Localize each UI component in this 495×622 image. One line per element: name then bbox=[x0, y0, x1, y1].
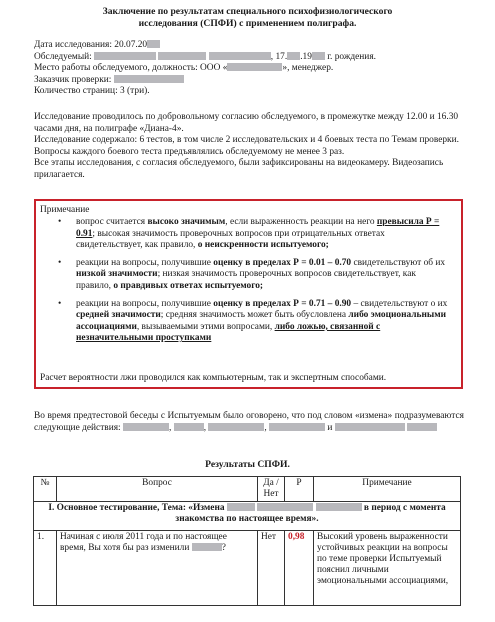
table-header-row bbox=[34, 477, 461, 502]
redaction-block bbox=[158, 52, 206, 60]
bullet-emphasis: оценку в пределах Р = 0.71 – 0.90 bbox=[213, 298, 352, 309]
bullet-emphasis: о неискренности испытуемого; bbox=[197, 240, 329, 251]
redaction-block bbox=[312, 52, 325, 60]
bullet-icon: • bbox=[58, 217, 62, 227]
bullet-text: – свидетельствуют о их bbox=[351, 298, 448, 309]
section-cell bbox=[34, 502, 461, 531]
table-row bbox=[34, 531, 461, 606]
note-bullet-low bbox=[58, 258, 450, 293]
bullet-emphasis: средней значимости bbox=[76, 310, 161, 321]
note-bullet-list bbox=[58, 217, 450, 351]
redaction-block bbox=[209, 52, 271, 60]
agreement-text: Во время предтестовой беседы с Испытуемым было оговорено, что под словом «измена» подразумеваются следующие действия: bbox=[34, 411, 464, 433]
field-date bbox=[34, 40, 376, 52]
field-subject bbox=[34, 52, 376, 64]
bullet-emphasis: низкой значимости bbox=[76, 269, 158, 280]
row-p-value: 0,98 bbox=[285, 531, 314, 606]
bullet-text: ; низкая значимость проверочных вопросов свидетельствует, как правило, bbox=[76, 269, 416, 291]
table-section-row bbox=[34, 502, 461, 531]
redaction-block bbox=[192, 543, 222, 551]
header-num: № bbox=[34, 477, 57, 502]
redaction-block bbox=[208, 423, 264, 431]
results-table bbox=[33, 476, 461, 606]
bullet-text: ; высокая значимость проверочных вопросов при отрицательных ответах свидетельствует, как правило, bbox=[76, 228, 385, 251]
section-suffix: в период с момента знакомства по настоящее время». bbox=[175, 503, 446, 524]
results-title: Результаты СПФИ. bbox=[205, 459, 290, 470]
bullet-text: ; средняя значимость может быть обусловлена bbox=[160, 310, 349, 321]
bullet-text: реакции на вопросы, получившие bbox=[76, 298, 214, 309]
title-line-1: Заключение по результатам специального психофизиологического bbox=[102, 6, 393, 17]
redaction-block bbox=[94, 52, 156, 60]
bullet-text: , вызываемыми этими вопросами, bbox=[136, 321, 275, 332]
question-text: Начиная с июля 2011 года и по настоящее время, Вы хотя бы раз изменили bbox=[60, 532, 227, 553]
date-text: Дата исследования: 20.07.20 bbox=[34, 40, 148, 50]
redaction-block bbox=[123, 423, 169, 431]
redaction-block bbox=[257, 503, 313, 511]
bullet-emphasis: оценку в пределах Р = 0.01 – 0.70 bbox=[213, 257, 352, 268]
redaction-block bbox=[227, 63, 282, 71]
header-p: Р bbox=[285, 477, 314, 502]
redaction-block bbox=[287, 52, 300, 60]
bullet-emphasis: либо эмоциональными ассоциациями bbox=[76, 310, 446, 332]
document-title bbox=[0, 6, 495, 30]
bullet-text: , если выраженность реакции на него bbox=[225, 217, 377, 227]
redaction-block bbox=[114, 75, 184, 83]
bullet-icon: • bbox=[58, 298, 62, 309]
redaction-block bbox=[316, 503, 362, 511]
header-answer: Да / Нет bbox=[258, 477, 285, 502]
section-prefix: I. Основное тестирование, Тема: «Измена bbox=[48, 503, 225, 513]
agreement-paragraph: Во время предтестовой беседы с Испытуемым было оговорено, что под словом «измена» подразумеваются следующие действия: , , , и bbox=[34, 411, 464, 433]
birth-suffix: г. рождения. bbox=[327, 51, 376, 62]
redaction-block bbox=[174, 423, 204, 431]
bullet-emphasis: высоко значимым bbox=[147, 217, 226, 227]
redaction-block bbox=[407, 423, 437, 431]
row-note: Высокий уровень выраженности устойчивых реакции на вопросы по теме проверки Испытуемый пояснил личными эмоциональными ассоциациями, bbox=[314, 531, 461, 606]
bullet-icon: • bbox=[58, 257, 62, 268]
redaction-block bbox=[147, 40, 160, 48]
note-bullet-high bbox=[58, 217, 450, 252]
bullet-emphasis: либо ложью, связанной с незначительными проступками bbox=[76, 321, 381, 344]
work-end-text: », менеджер. bbox=[282, 63, 334, 74]
question-end: ? bbox=[221, 543, 226, 553]
title-line-2: исследования (СПФИ) с применением полиграфа. bbox=[138, 18, 357, 29]
paragraph-procedure: Исследование проводилось по добровольному согласию обследуемого, в промежутке между 12.00 и 16.30 часами дня, на полиграфе «Диана-4». bbox=[34, 112, 459, 134]
field-work bbox=[34, 63, 376, 75]
agreement-and: и bbox=[327, 423, 333, 433]
row-question bbox=[57, 531, 258, 606]
bullet-text: вопрос считается bbox=[76, 217, 148, 227]
paragraph-tests: Исследование содержало: 6 тестов, в том числе 2 исследовательских и 4 боевых теста по Темам проверки. Вопросы каждого боевого теста предъявлялись обследуемому не менее 3 раз. bbox=[34, 135, 459, 157]
row-answer: Нет bbox=[258, 531, 285, 606]
redaction-block bbox=[227, 503, 255, 511]
header-fields bbox=[34, 40, 376, 98]
header-note: Примечание bbox=[314, 477, 461, 502]
header-question: Вопрос bbox=[57, 477, 258, 502]
note-heading: Примечание bbox=[40, 205, 90, 215]
bullet-emphasis: превысила Р = 0.91 bbox=[76, 217, 440, 239]
field-pages: Количество страниц: 3 (три). bbox=[34, 86, 150, 97]
paragraph-video: Все этапы исследования, с согласия обследуемого, были зафиксированы на видеокамеру. Видеозапись прилагается. bbox=[34, 158, 444, 180]
birth-day-text: , 17. bbox=[270, 51, 288, 62]
redaction-block bbox=[269, 423, 325, 431]
note-box bbox=[34, 199, 463, 389]
row-num: 1. bbox=[34, 531, 57, 606]
redaction-block bbox=[335, 423, 405, 431]
note-calc-method: Расчет вероятности лжи проводился как компьютерным, так и экспертным способами. bbox=[40, 373, 387, 383]
customer-text: Заказчик проверки: bbox=[34, 74, 112, 85]
birth-year-text: .19 bbox=[300, 51, 312, 62]
bullet-text: свидетельствуют об их bbox=[351, 257, 446, 268]
subject-label: Обследуемый: bbox=[34, 51, 92, 62]
work-text: Место работы обследуемого, должность: ООО « bbox=[34, 63, 228, 74]
note-bullet-medium bbox=[58, 299, 450, 345]
field-customer bbox=[34, 75, 376, 87]
bullet-emphasis: о правдивых ответах испытуемого; bbox=[113, 280, 264, 291]
bullet-text: реакции на вопросы, получившие bbox=[76, 257, 214, 268]
